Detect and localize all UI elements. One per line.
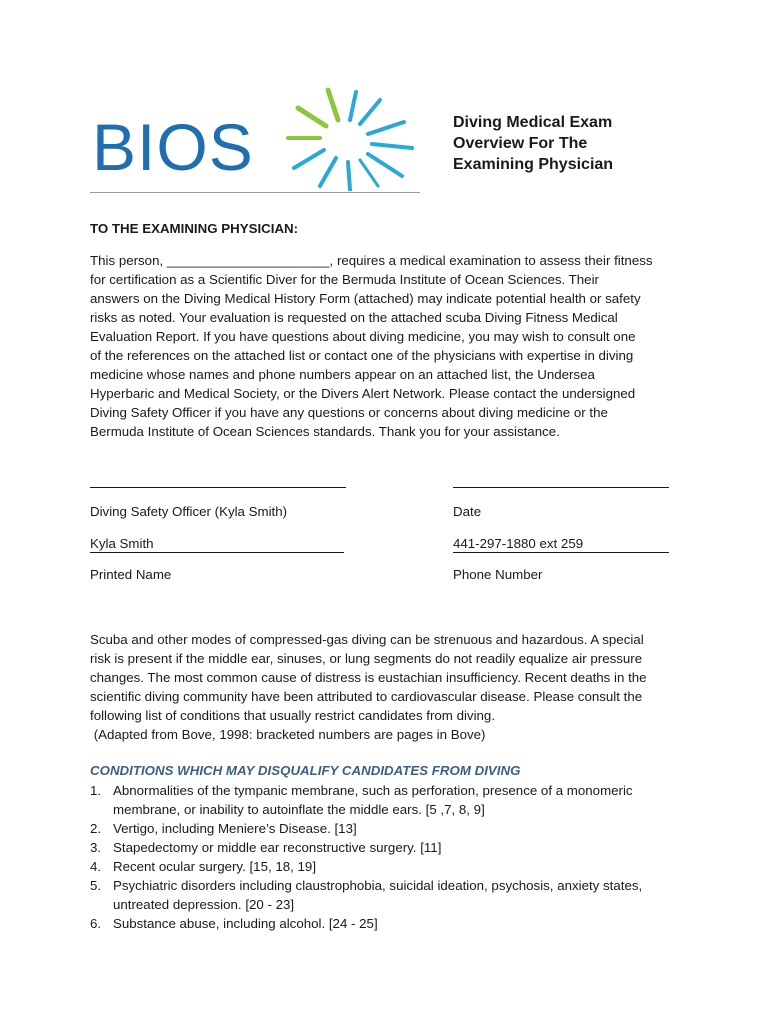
conditions-heading: CONDITIONS WHICH MAY DISQUALIFY CANDIDATES FROM DIVING [90, 763, 521, 778]
paragraph-line: Hyperbaric and Medical Society, or the Divers Alert Network. Please contact the undersigned [90, 386, 636, 401]
section-heading: TO THE EXAMINING PHYSICIAN: [90, 221, 299, 236]
item-number: 2. [90, 821, 102, 836]
paragraph-line: medicine whose names and phone numbers appear on an attached list, the Undersea [90, 367, 595, 382]
conditions-list [90, 781, 690, 933]
paragraph-line: of the references on the attached list or contact one of the physicians with expertise in diving [90, 348, 634, 363]
paragraph-line: Bermuda Institute of Ocean Sciences standards. Thank you for your assistance. [90, 424, 560, 439]
item-number: 1. [90, 783, 102, 798]
item-text: untreated depression. [20 - 23] [113, 897, 295, 912]
paragraph-line: changes. The most common cause of distress is eustachian insufficiency. Recent deaths in the [90, 670, 647, 685]
sunburst-icon [280, 86, 420, 191]
item-number: 4. [90, 859, 102, 874]
phone-label: Phone Number [453, 567, 543, 582]
item-number: 3. [90, 840, 102, 855]
paragraph-line: scientific diving community have been attributed to cardiovascular disease. Please consult the [90, 689, 643, 704]
item-text: Psychiatric disorders including claustrophobia, suicidal ideation, psychosis, anxiety states, [113, 878, 643, 893]
date-line[interactable] [453, 487, 669, 488]
item-text: Stapedectomy or middle ear reconstructive surgery. [11] [113, 840, 442, 855]
item-text: Abnormalities of the tympanic membrane, such as perforation, presence of a monomeric [113, 783, 633, 798]
item-text: membrane, or inability to autoinflate the middle ears. [5 ,7, 8, 9] [113, 802, 485, 817]
paragraph-line: Evaluation Report. If you have questions about diving medicine, you may wish to consult one [90, 329, 636, 344]
list-item [90, 857, 690, 876]
dso-label: Diving Safety Officer (Kyla Smith) [90, 504, 288, 519]
title-line: Overview For The [453, 135, 588, 152]
title-line: Examining Physician [453, 156, 614, 173]
phone-line [453, 552, 669, 553]
date-label: Date [453, 504, 482, 519]
list-item [90, 819, 690, 838]
bios-logo [90, 86, 420, 194]
item-text: Recent ocular surgery. [15, 18, 19] [113, 859, 317, 874]
paragraph-line: This person, ______________________, requires a medical examination to assess their fitness [90, 253, 653, 268]
dso-signature-line[interactable] [90, 487, 346, 488]
paragraph-line: Diving Safety Officer if you have any questions or concerns about diving medicine or the [90, 405, 608, 420]
logo-divider [90, 192, 420, 193]
risk-paragraph [90, 630, 680, 744]
paragraph-line: (Adapted from Bove, 1998: bracketed numbers are pages in Bove) [90, 727, 486, 742]
phone-value: 441-297-1880 ext 259 [453, 536, 584, 551]
paragraph-line: risks as noted. Your evaluation is requested on the attached scuba Diving Fitness Medical [90, 310, 618, 325]
item-number: 6. [90, 916, 102, 931]
list-item [90, 876, 690, 914]
document-title [453, 112, 713, 175]
printed-name-line [90, 552, 344, 553]
list-item [90, 914, 690, 933]
paragraph-line: Scuba and other modes of compressed-gas diving can be strenuous and hazardous. A special [90, 632, 644, 647]
printed-name-label: Printed Name [90, 567, 172, 582]
printed-name-value: Kyla Smith [90, 536, 154, 551]
paragraph-line: risk is present if the middle ear, sinuses, or lung segments do not readily equalize air pressure [90, 651, 643, 666]
paragraph-line: for certification as a Scientific Diver for the Bermuda Institute of Ocean Sciences. Their [90, 272, 599, 287]
title-line: Diving Medical Exam [453, 114, 613, 131]
item-number: 5. [90, 878, 102, 893]
item-text: Substance abuse, including alcohol. [24 - 25] [113, 916, 378, 931]
paragraph-line: following list of conditions that usually restrict candidates from diving. [90, 708, 496, 723]
paragraph-line: answers on the Diving Medical History Form (attached) may indicate potential health or safety [90, 291, 641, 306]
logo-wordmark: BIOS [92, 110, 254, 184]
item-text: Vertigo, including Meniere’s Disease. [13] [113, 821, 357, 836]
list-item [90, 781, 690, 819]
intro-paragraph [90, 251, 680, 441]
list-item [90, 838, 690, 857]
